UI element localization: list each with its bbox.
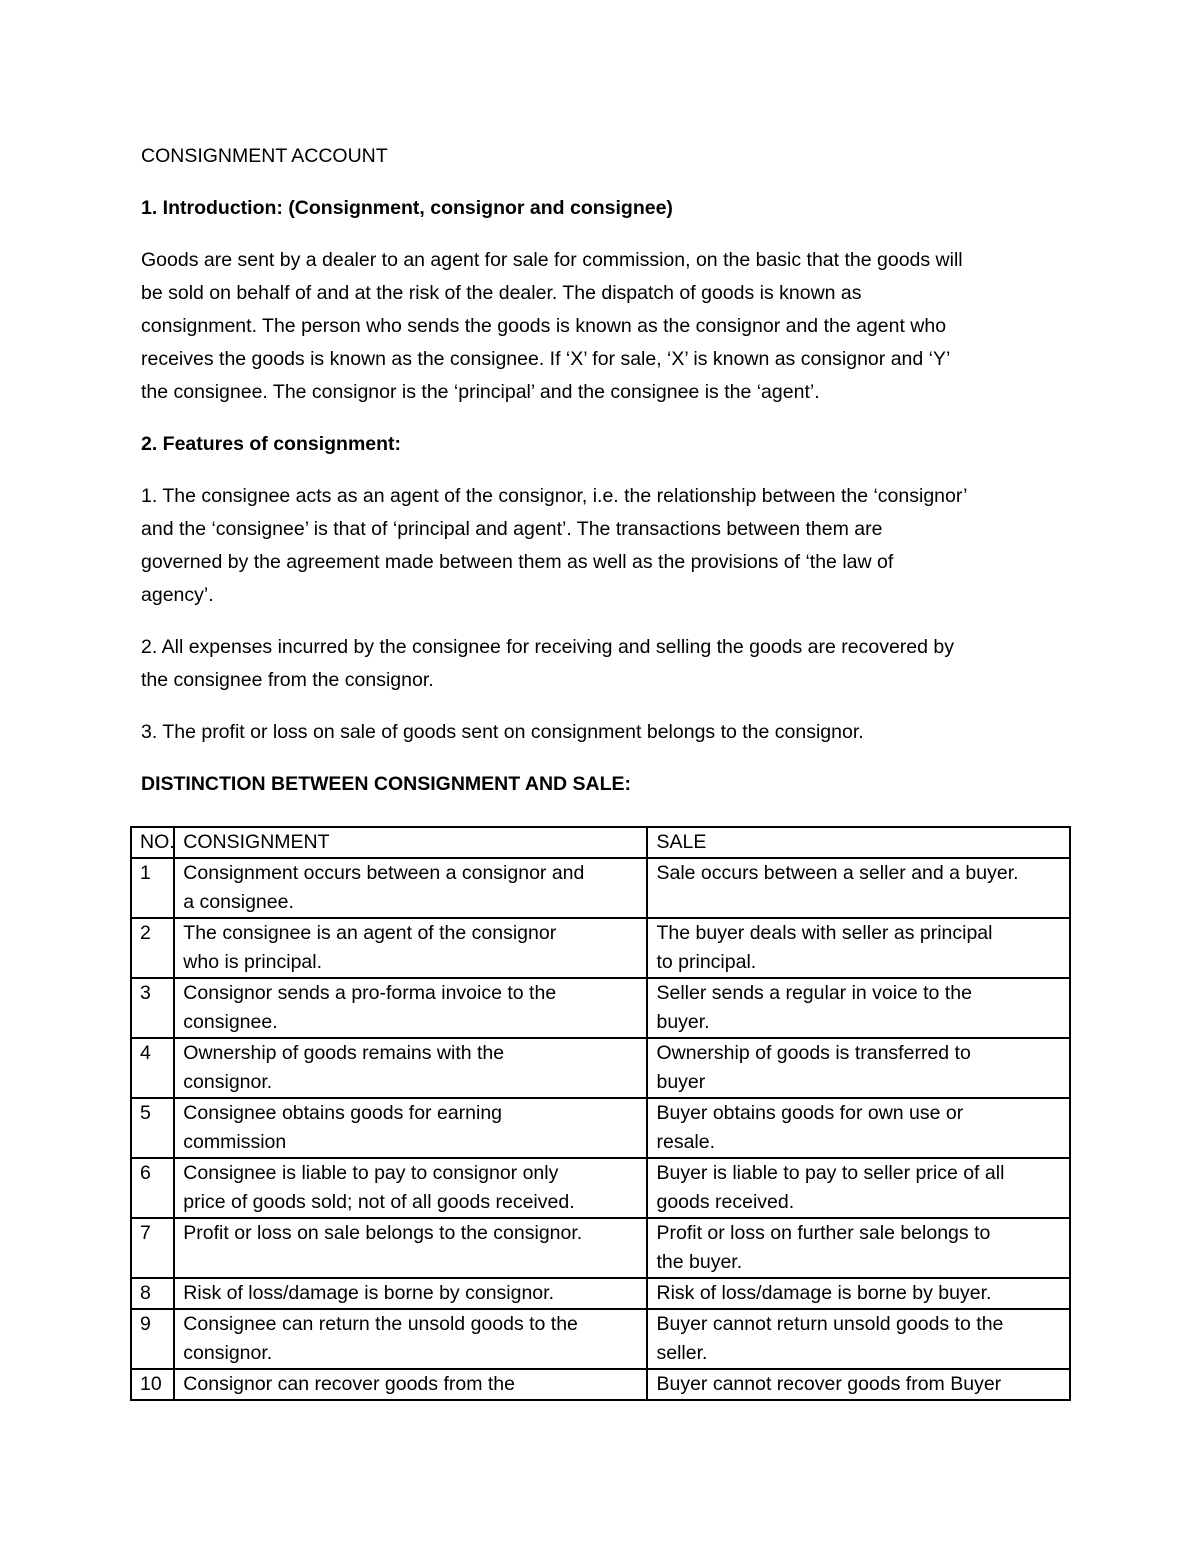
cell-no: 5: [131, 1098, 174, 1158]
cell-line: The buyer deals with seller as principal: [656, 922, 993, 944]
cell-sale: [647, 1218, 1070, 1278]
cell-line: [656, 888, 1061, 917]
cell-line: Buyer cannot recover goods from Buyer: [656, 1373, 1002, 1395]
table-row: [131, 1278, 1070, 1309]
header-sale: SALE: [647, 827, 1070, 858]
cell-line: Buyer obtains goods for own use or: [656, 1102, 964, 1124]
cell-line: Risk of loss/damage is borne by buyer.: [656, 1282, 992, 1304]
feature-line: and the ‘consignee’ is that of ‘principal and agent’. The transactions between them are: [141, 518, 883, 540]
cell-sale: [647, 1098, 1070, 1158]
cell-line: a consignee.: [183, 891, 294, 913]
table-header-row: [131, 827, 1070, 858]
cell-line: Consignee is liable to pay to consignor only: [183, 1162, 559, 1184]
cell-line: price of goods sold; not of all goods received.: [183, 1191, 575, 1213]
cell-line: Buyer cannot return unsold goods to the: [656, 1313, 1004, 1335]
table-row: [131, 1098, 1070, 1158]
table-row: [131, 1218, 1070, 1278]
feature-line: governed by the agreement made between them as well as the provisions of ‘the law of: [141, 551, 894, 573]
cell-consignment: [174, 1278, 647, 1309]
cell-line: resale.: [656, 1131, 716, 1153]
header-consignment: CONSIGNMENT: [174, 827, 647, 858]
cell-consignment: [174, 1218, 647, 1278]
cell-consignment: [174, 1038, 647, 1098]
cell-sale: [647, 978, 1070, 1038]
cell-line: Sale occurs between a seller and a buyer.: [656, 862, 1019, 884]
intro-line: receives the goods is known as the consignee. If ‘X’ for sale, ‘X’ is known as consignor and ‘Y’: [141, 348, 951, 370]
intro-line: the consignee. The consignor is the ‘principal’ and the consignee is the ‘agent’.: [141, 381, 820, 403]
table-row: [131, 918, 1070, 978]
feature-line: 1. The consignee acts as an agent of the consignor, i.e. the relationship between the ‘consignor’: [141, 485, 968, 507]
cell-line: Ownership of goods is transferred to: [656, 1042, 971, 1064]
feature-line: 2. All expenses incurred by the consignee for receiving and selling the goods are recovered by: [141, 636, 954, 658]
feature-line: agency’.: [141, 584, 214, 606]
cell-consignment: [174, 1098, 647, 1158]
cell-line: Buyer is liable to pay to seller price of all: [656, 1162, 1005, 1184]
header-no: NO.: [131, 827, 174, 858]
feature-line: the consignee from the consignor.: [141, 669, 434, 691]
table-row: [131, 858, 1070, 918]
cell-line: The consignee is an agent of the consignor: [183, 922, 557, 944]
cell-no: 2: [131, 918, 174, 978]
intro-line: consignment. The person who sends the goods is known as the consignor and the agent who: [141, 315, 947, 337]
table-row: [131, 1038, 1070, 1098]
cell-line: goods received.: [656, 1191, 795, 1213]
cell-consignment: [174, 858, 647, 918]
feature-line: 3. The profit or loss on sale of goods sent on consignment belongs to the consignor.: [141, 721, 864, 743]
cell-consignment: [174, 1158, 647, 1218]
cell-line: seller.: [656, 1342, 708, 1364]
cell-no: 10: [131, 1369, 174, 1400]
cell-sale: [647, 1038, 1070, 1098]
cell-line: Consignee obtains goods for earning: [183, 1102, 503, 1124]
cell-no: 3: [131, 978, 174, 1038]
cell-line: to principal.: [656, 951, 757, 973]
features-heading: 2. Features of consignment:: [141, 433, 402, 455]
cell-line: Consignment occurs between a consignor and: [183, 862, 585, 884]
cell-consignment: [174, 918, 647, 978]
cell-no: 9: [131, 1309, 174, 1369]
cell-line: buyer.: [656, 1011, 710, 1033]
cell-line: Consignee can return the unsold goods to the: [183, 1313, 578, 1335]
document-body: [141, 140, 1071, 820]
cell-sale: [647, 1309, 1070, 1369]
intro-paragraph: [141, 244, 1071, 409]
cell-line: Risk of loss/damage is borne by consignor.: [183, 1282, 554, 1304]
intro-line: Goods are sent by a dealer to an agent for sale for commission, on the basic that the goods will: [141, 249, 963, 271]
cell-line: consignor.: [183, 1342, 273, 1364]
cell-line: commission: [183, 1131, 287, 1153]
cell-no: 8: [131, 1278, 174, 1309]
cell-no: 6: [131, 1158, 174, 1218]
cell-sale: [647, 1158, 1070, 1218]
cell-line: buyer: [656, 1071, 706, 1093]
cell-consignment: [174, 1309, 647, 1369]
distinction-heading: DISTINCTION BETWEEN CONSIGNMENT AND SALE:: [141, 773, 632, 795]
cell-line: Consignor can recover goods from the: [183, 1373, 515, 1395]
cell-sale: [647, 1278, 1070, 1309]
cell-no: 4: [131, 1038, 174, 1098]
cell-sale: [647, 1369, 1070, 1400]
table-row: [131, 978, 1070, 1038]
cell-sale: [647, 858, 1070, 918]
intro-heading: 1. Introduction: (Consignment, consignor and consignee): [141, 197, 673, 219]
table-row: [131, 1369, 1070, 1400]
cell-line: Profit or loss on further sale belongs to: [656, 1222, 991, 1244]
cell-line: [183, 1248, 638, 1277]
cell-line: consignee.: [183, 1011, 278, 1033]
cell-line: Consignor sends a pro-forma invoice to the: [183, 982, 557, 1004]
cell-line: Profit or loss on sale belongs to the consignor.: [183, 1222, 583, 1244]
cell-line: consignor.: [183, 1071, 273, 1093]
cell-line: who is principal.: [183, 951, 323, 973]
intro-line: be sold on behalf of and at the risk of the dealer. The dispatch of goods is known as: [141, 282, 862, 304]
document-title: CONSIGNMENT ACCOUNT: [141, 145, 388, 167]
cell-line: Seller sends a regular in voice to the: [656, 982, 972, 1004]
cell-consignment: [174, 978, 647, 1038]
feature-1-paragraph: [141, 480, 1071, 612]
cell-line: Ownership of goods remains with the: [183, 1042, 505, 1064]
feature-3-paragraph: [141, 716, 1071, 749]
cell-no: 7: [131, 1218, 174, 1278]
table-row: [131, 1158, 1070, 1218]
table-row: [131, 1309, 1070, 1369]
cell-sale: [647, 918, 1070, 978]
distinction-table: [130, 826, 1071, 1401]
feature-2-paragraph: [141, 631, 1071, 697]
cell-no: 1: [131, 858, 174, 918]
cell-line: the buyer.: [656, 1251, 743, 1273]
cell-consignment: [174, 1369, 647, 1400]
